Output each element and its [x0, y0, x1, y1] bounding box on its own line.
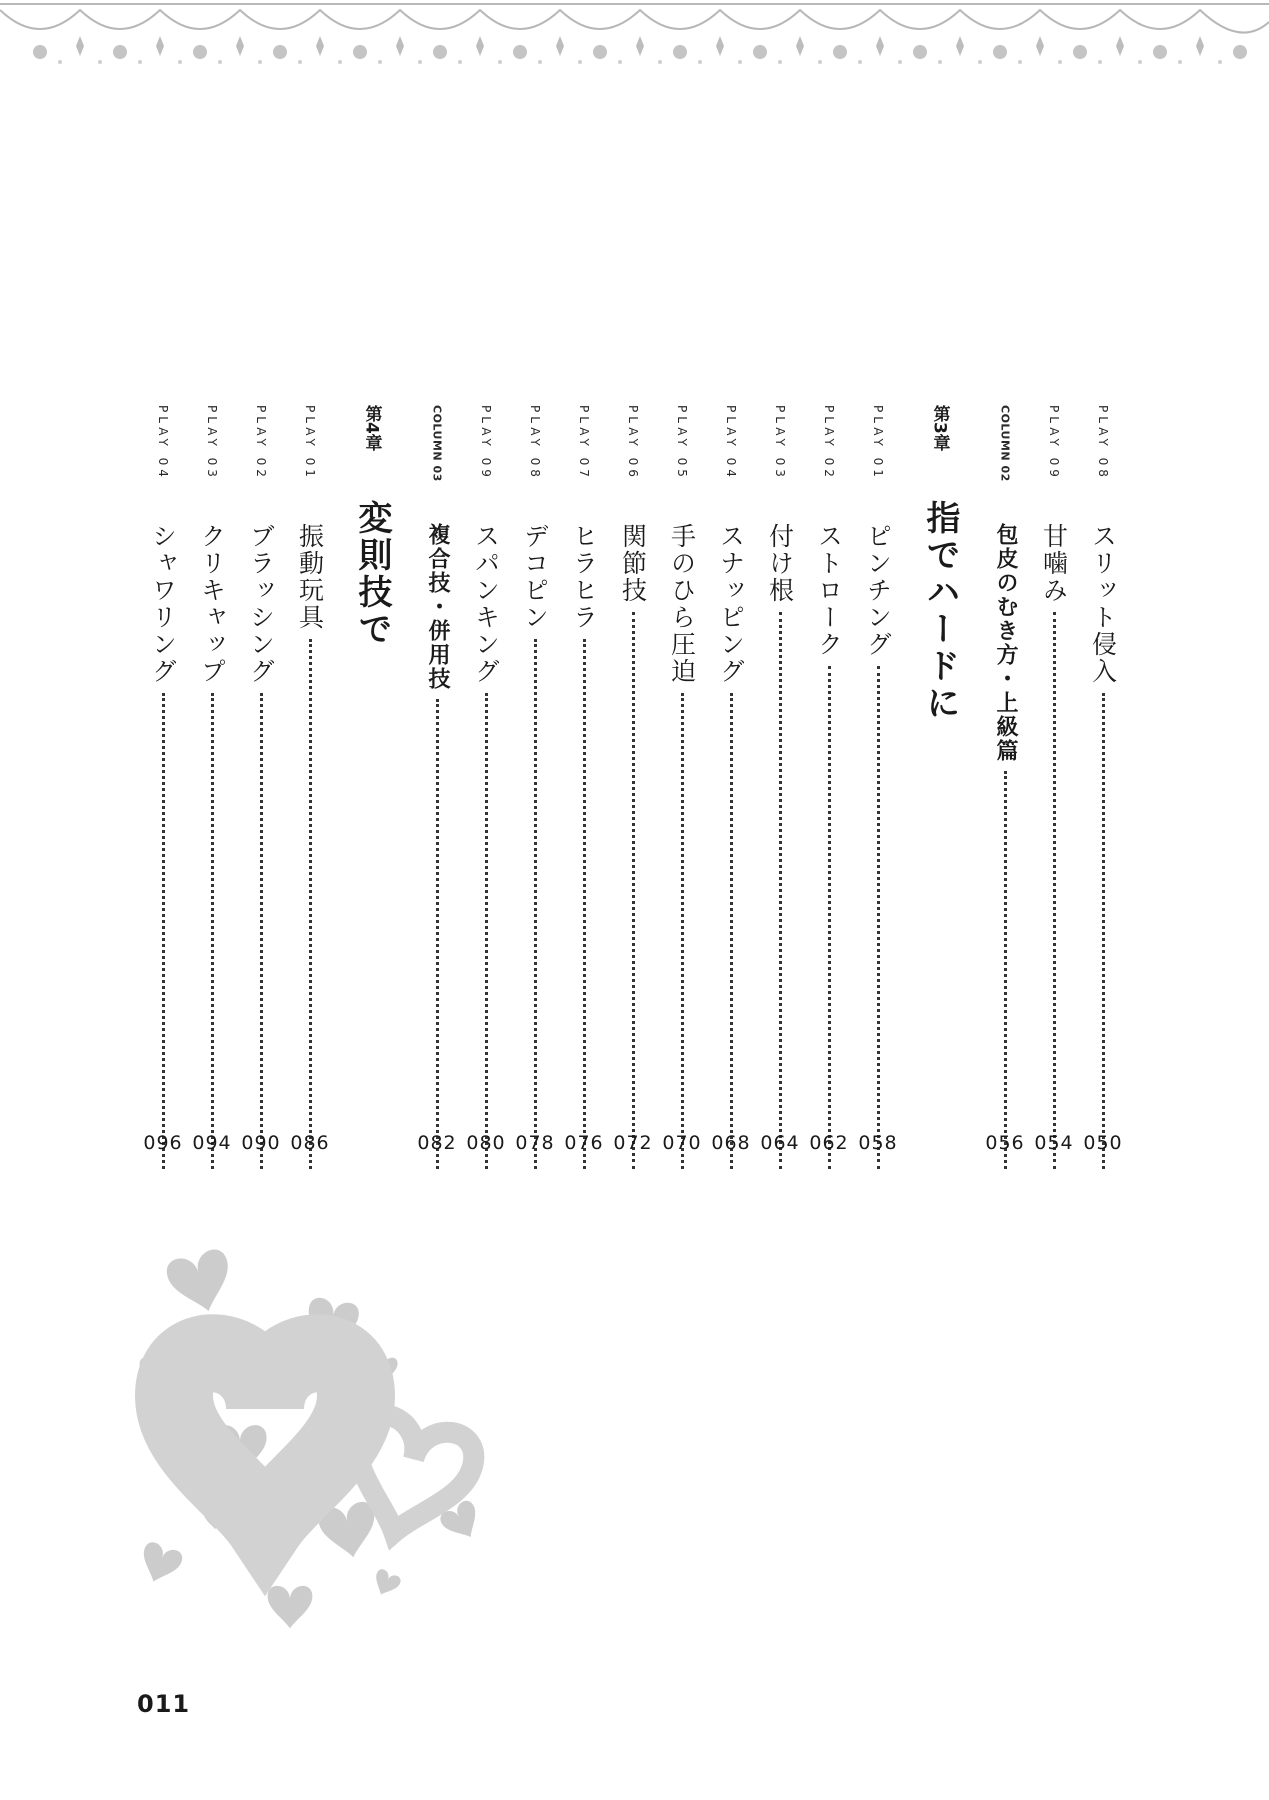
dot-leader — [162, 693, 165, 1169]
entry-page: 086 — [290, 1132, 330, 1154]
dot-leader — [1004, 771, 1007, 1169]
entry-label: COLUMN 03 — [430, 405, 444, 482]
chapter-label: 第4章 — [361, 405, 382, 451]
dot-leader — [1053, 612, 1056, 1169]
entry-title: スパンキング — [471, 523, 501, 685]
dot-leader — [436, 699, 439, 1169]
toc-entry[interactable] — [290, 405, 330, 1175]
toc-entry[interactable] — [1083, 405, 1123, 1175]
entry-page: 072 — [613, 1132, 653, 1154]
entry-title: シャワリング — [148, 523, 178, 685]
entry-title: 振動玩具 — [295, 523, 325, 631]
entry-label: PLAY 09 — [1047, 405, 1061, 481]
entry-page: 068 — [711, 1132, 751, 1154]
entry-label: PLAY 06 — [626, 405, 640, 481]
entry-page: 050 — [1083, 1132, 1123, 1154]
entry-page: 054 — [1034, 1132, 1074, 1154]
entry-title: ブラッシング — [246, 523, 276, 685]
entry-label: PLAY 05 — [675, 405, 689, 481]
entry-label: PLAY 01 — [871, 405, 885, 481]
entry-page: 062 — [809, 1132, 849, 1154]
dot-leader — [534, 639, 537, 1169]
entry-label: PLAY 02 — [822, 405, 836, 481]
toc-entry[interactable] — [515, 405, 555, 1175]
toc-entry[interactable] — [809, 405, 849, 1175]
entry-title: ヒラヒラ — [569, 523, 599, 631]
entry-title: 付け根 — [765, 523, 795, 604]
entry-page: 082 — [417, 1132, 457, 1154]
entry-page: 080 — [466, 1132, 506, 1154]
dot-leader — [1102, 693, 1105, 1169]
entry-title: 関節技 — [618, 523, 648, 604]
entry-label: PLAY 03 — [205, 405, 219, 481]
lace-border — [0, 0, 1269, 90]
toc-entry[interactable] — [613, 405, 653, 1175]
dot-leader — [730, 693, 733, 1169]
chapter-heading — [915, 405, 965, 722]
chapter-heading — [347, 405, 397, 648]
toc-entry[interactable] — [985, 405, 1025, 1175]
page-number: 011 — [137, 1690, 191, 1718]
entry-page: 056 — [985, 1132, 1025, 1154]
entry-page: 078 — [515, 1132, 555, 1154]
entry-page: 090 — [241, 1132, 281, 1154]
entry-label: PLAY 08 — [528, 405, 542, 481]
toc-entry[interactable] — [466, 405, 506, 1175]
toc-entry[interactable] — [417, 405, 457, 1175]
entry-label: PLAY 09 — [479, 405, 493, 481]
entry-label: PLAY 04 — [724, 405, 738, 481]
toc-entry[interactable] — [1034, 405, 1074, 1175]
entry-title: ストローク — [814, 523, 844, 658]
entry-title: 複合技・併用技 — [425, 523, 450, 691]
entry-label: PLAY 02 — [254, 405, 268, 481]
entry-title: ピンチング — [863, 523, 893, 658]
entry-page: 070 — [662, 1132, 702, 1154]
entry-label: PLAY 03 — [773, 405, 787, 481]
toc-entry[interactable] — [192, 405, 232, 1175]
dot-leader — [828, 666, 831, 1169]
hearts-decoration — [120, 1220, 540, 1640]
entry-title: スリット侵入 — [1088, 523, 1118, 685]
toc-entry[interactable] — [564, 405, 604, 1175]
chapter-title: 指でハードに — [920, 500, 960, 722]
entry-title: スナッピング — [716, 523, 746, 685]
toc-entry[interactable] — [241, 405, 281, 1175]
toc-entry[interactable] — [711, 405, 751, 1175]
entry-label: COLUMN 02 — [998, 405, 1012, 482]
toc-entry[interactable] — [143, 405, 183, 1175]
dot-leader — [309, 639, 312, 1169]
entry-title: 手のひら圧迫 — [667, 523, 697, 685]
dot-leader — [485, 693, 488, 1169]
entry-page: 076 — [564, 1132, 604, 1154]
toc-entry[interactable] — [858, 405, 898, 1175]
toc-entry[interactable] — [760, 405, 800, 1175]
entry-title: 包皮のむき方・上級篇 — [993, 523, 1018, 763]
entry-label: PLAY 01 — [303, 405, 317, 481]
entry-label: PLAY 08 — [1096, 405, 1110, 481]
entry-title: クリキャップ — [197, 523, 227, 685]
chapter-label: 第3章 — [929, 405, 950, 451]
entry-label: PLAY 07 — [577, 405, 591, 481]
entry-label: PLAY 04 — [156, 405, 170, 481]
dot-leader — [779, 612, 782, 1169]
entry-title: デコピン — [520, 523, 550, 631]
dot-leader — [211, 693, 214, 1169]
dot-leader — [583, 639, 586, 1169]
chapter-title: 変則技で — [352, 500, 392, 648]
toc-entry[interactable] — [662, 405, 702, 1175]
entry-title: 甘噛み — [1039, 523, 1069, 604]
entry-page: 064 — [760, 1132, 800, 1154]
dot-leader — [632, 612, 635, 1169]
entry-page: 094 — [192, 1132, 232, 1154]
dot-leader — [877, 666, 880, 1169]
entry-page: 096 — [143, 1132, 183, 1154]
dot-leader — [681, 693, 684, 1169]
entry-page: 058 — [858, 1132, 898, 1154]
dot-leader — [260, 693, 263, 1169]
